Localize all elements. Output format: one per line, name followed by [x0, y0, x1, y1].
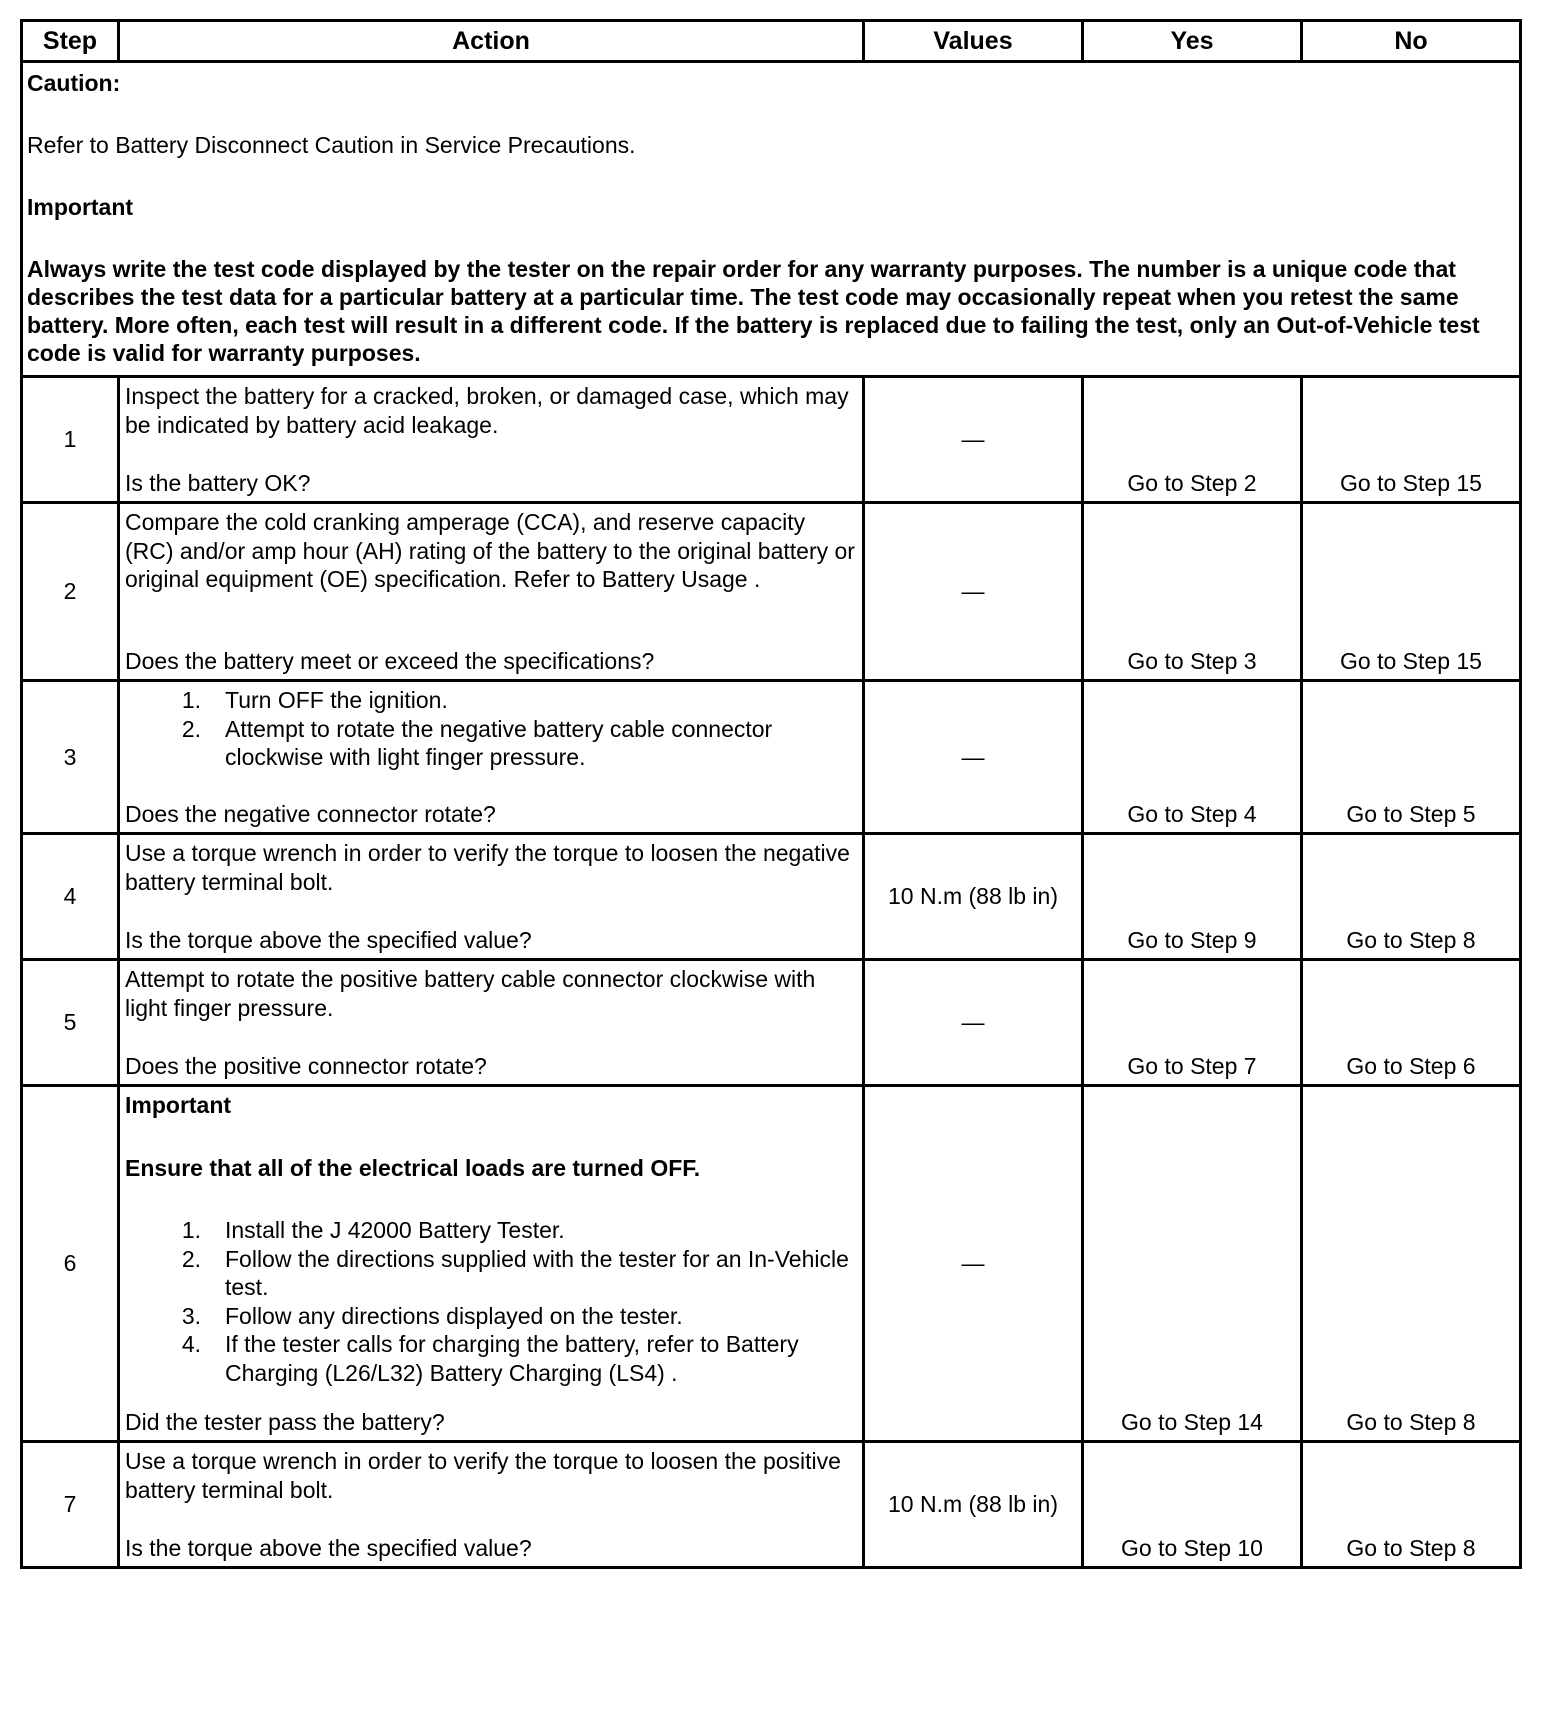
table-row	[22, 1442, 1521, 1568]
header-no: No	[1302, 21, 1521, 62]
yes-cell: Go to Step 14	[1083, 1086, 1302, 1442]
step-number: 1	[22, 377, 119, 503]
header-action: Action	[119, 21, 864, 62]
action-question: Does the battery meet or exceed the specifications?	[125, 647, 655, 674]
action-text: Use a torque wrench in order to verify the torque to loosen the positive battery terminal bolt.	[125, 1448, 841, 1503]
no-cell: Go to Step 5	[1302, 681, 1521, 834]
no-cell: Go to Step 8	[1302, 1086, 1521, 1442]
action-list	[125, 1216, 856, 1387]
step-number: 5	[22, 960, 119, 1086]
step-number: 7	[22, 1442, 119, 1568]
action-text: Attempt to rotate the positive battery cable connector clockwise with light finger pressure.	[125, 966, 816, 1021]
table-row	[22, 1086, 1521, 1442]
action-cell	[119, 1442, 864, 1568]
yes-cell: Go to Step 9	[1083, 834, 1302, 960]
no-cell: Go to Step 6	[1302, 960, 1521, 1086]
step-number: 3	[22, 681, 119, 834]
intro-row	[22, 62, 1521, 377]
table-row	[22, 681, 1521, 834]
value-cell: —	[864, 681, 1083, 834]
no-cell: Go to Step 15	[1302, 377, 1521, 503]
step-number: 4	[22, 834, 119, 960]
action-cell	[119, 1086, 864, 1442]
value-cell: 10 N.m (88 lb in)	[864, 1442, 1083, 1568]
no-cell: Go to Step 8	[1302, 1442, 1521, 1568]
action-question: Is the battery OK?	[125, 469, 311, 496]
important-label: Important	[27, 194, 134, 220]
value-cell: —	[864, 960, 1083, 1086]
value-cell: 10 N.m (88 lb in)	[864, 834, 1083, 960]
header-row	[22, 21, 1521, 62]
action-question: Does the negative connector rotate?	[125, 800, 496, 827]
list-item: 2. Attempt to rotate the negative battery cable connector clockwise with light finger pressure.	[181, 715, 773, 770]
value-cell: —	[864, 377, 1083, 503]
list-item: 1. Turn OFF the ignition.	[181, 687, 448, 713]
action-question: Does the positive connector rotate?	[125, 1052, 487, 1079]
action-text: Use a torque wrench in order to verify the torque to loosen the negative battery terminal bolt.	[125, 840, 850, 895]
action-cell	[119, 503, 864, 681]
yes-cell: Go to Step 7	[1083, 960, 1302, 1086]
header-yes: Yes	[1083, 21, 1302, 62]
header-values: Values	[864, 21, 1083, 62]
caution-text: Refer to Battery Disconnect Caution in Service Precautions.	[27, 132, 636, 158]
no-cell: Go to Step 8	[1302, 834, 1521, 960]
action-cell	[119, 960, 864, 1086]
important-text: Always write the test code displayed by the tester on the repair order for any warranty purposes. The number is a unique code that describes the test data for a particular battery at a particular time. The test code may occasionally repeat when you retest the same battery. More often, each test will result in a different code. If the battery is replaced due to failing the test, only an Out-of-Vehicle test code is valid for warranty purposes.	[27, 256, 1480, 366]
diagnostic-table	[20, 19, 1522, 1569]
important-label: Important	[125, 1092, 232, 1118]
value-cell: —	[864, 1086, 1083, 1442]
table-row	[22, 503, 1521, 681]
action-cell	[119, 681, 864, 834]
list-item: 1. Install the J 42000 Battery Tester.	[181, 1217, 565, 1243]
important-text: Ensure that all of the electrical loads are turned OFF.	[125, 1154, 701, 1181]
action-question: Did the tester pass the battery?	[125, 1408, 445, 1435]
step-number: 6	[22, 1086, 119, 1442]
intro-cell	[22, 62, 1521, 377]
action-text: Compare the cold cranking amperage (CCA), and reserve capacity (RC) and/or amp hour (AH) rating of the battery to the original battery or original equipment (OE) specification. Refer to Battery Usage .	[125, 509, 855, 592]
action-question: Is the torque above the specified value?	[125, 926, 532, 953]
yes-cell: Go to Step 4	[1083, 681, 1302, 834]
table-row	[22, 960, 1521, 1086]
value-cell: —	[864, 503, 1083, 681]
action-cell	[119, 834, 864, 960]
yes-cell: Go to Step 2	[1083, 377, 1302, 503]
action-question: Is the torque above the specified value?	[125, 1534, 532, 1561]
action-text: Inspect the battery for a cracked, broken, or damaged case, which may be indicated by battery acid leakage.	[125, 383, 849, 438]
table-row	[22, 834, 1521, 960]
list-item: 2. Follow the directions supplied with the tester for an In-Vehicle test.	[181, 1245, 849, 1300]
yes-cell: Go to Step 3	[1083, 503, 1302, 681]
action-cell	[119, 377, 864, 503]
caution-label: Caution:	[27, 70, 121, 96]
step-number: 2	[22, 503, 119, 681]
list-item: 3. Follow any directions displayed on the tester.	[181, 1302, 683, 1329]
yes-cell: Go to Step 10	[1083, 1442, 1302, 1568]
no-cell: Go to Step 15	[1302, 503, 1521, 681]
table-row	[22, 377, 1521, 503]
action-list	[125, 686, 856, 772]
list-item: 4. If the tester calls for charging the battery, refer to Battery Charging (L26/L32) Battery Charging (LS4) .	[181, 1331, 799, 1386]
header-step: Step	[22, 21, 119, 62]
